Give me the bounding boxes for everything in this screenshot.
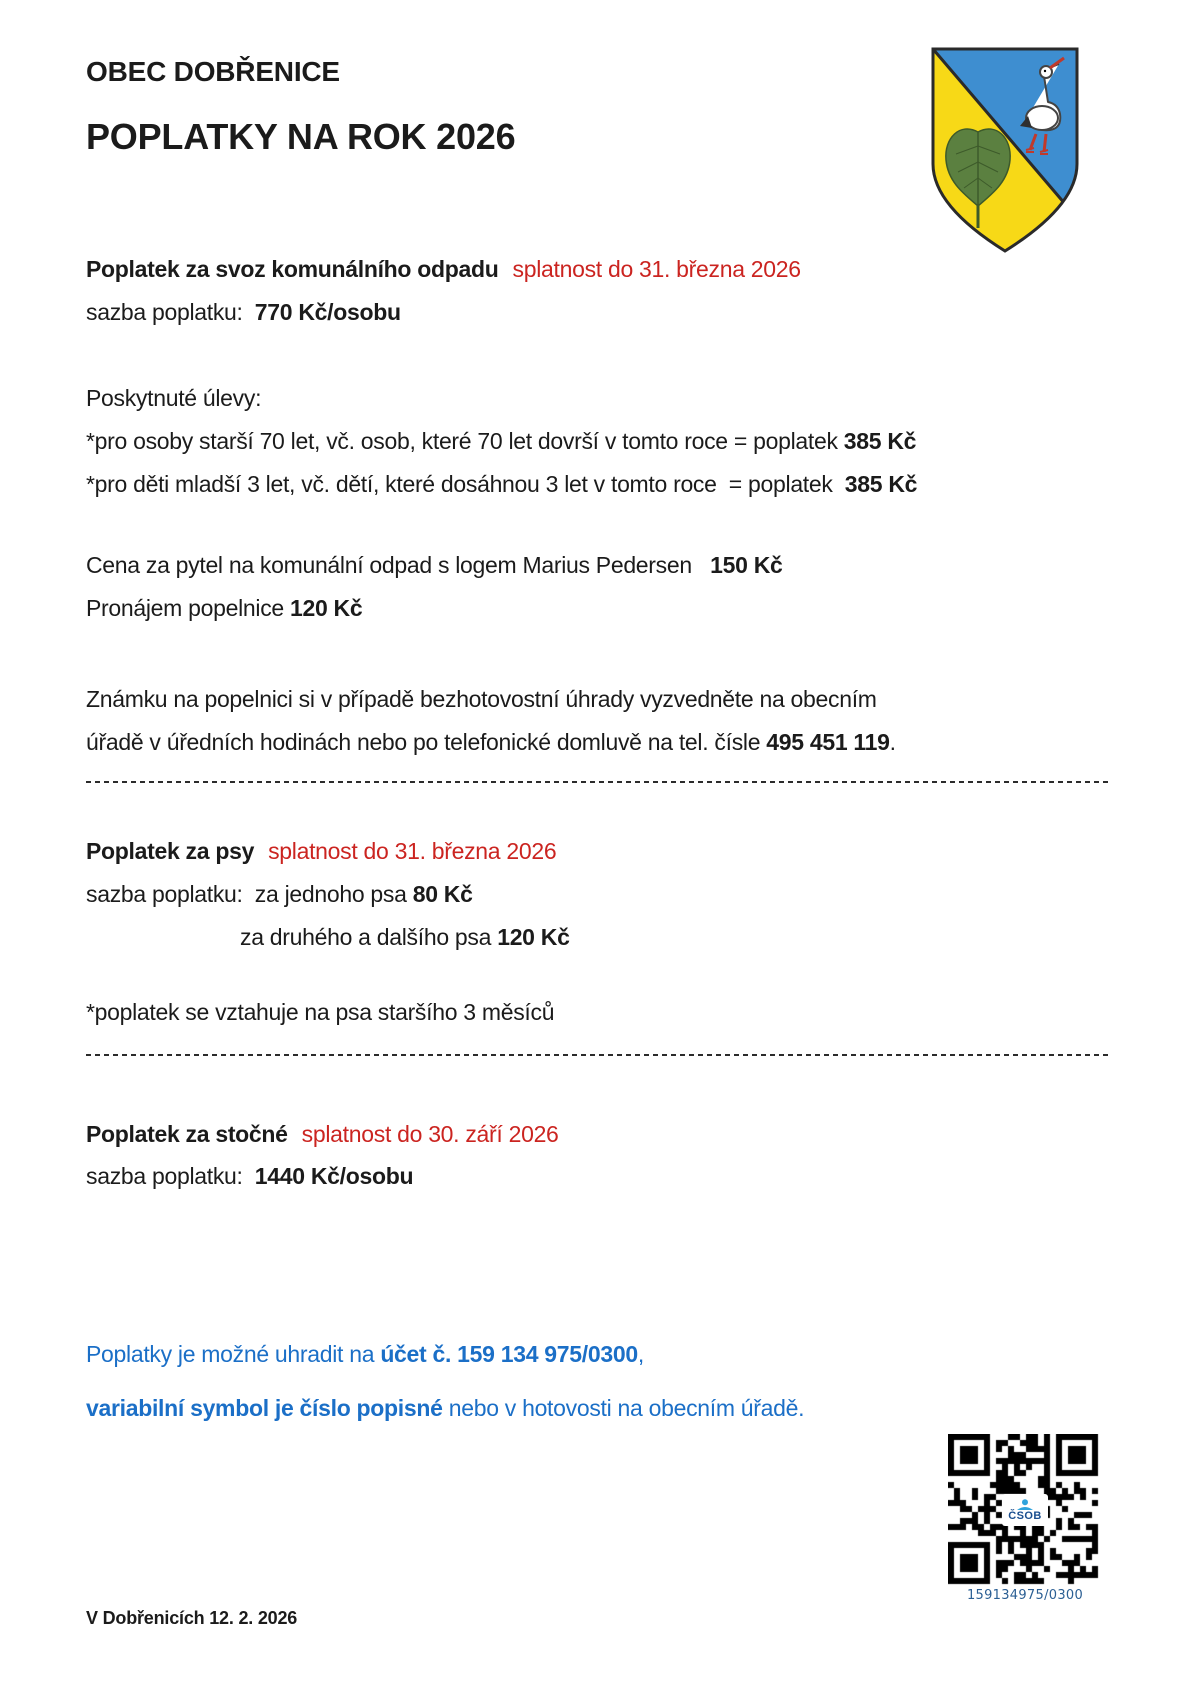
- payment-qr-code: [948, 1434, 1102, 1586]
- csob-logo-text: ČSOB: [1008, 1509, 1042, 1522]
- bag-price-value: 150 Kč: [710, 552, 783, 578]
- discounts-heading: Poskytnuté úlevy:: [86, 385, 262, 411]
- bin-rent-line: [86, 595, 362, 622]
- section-divider-1: [86, 781, 1108, 783]
- section-divider-2: [86, 1054, 1108, 1056]
- waste-rate-value: 770 Kč/osobu: [254, 299, 401, 325]
- sewer-rate-label: sazba poplatku:: [86, 1163, 255, 1189]
- payment-line2: [86, 1395, 804, 1422]
- page-title: POPLATKY NA ROK 2026: [86, 116, 516, 157]
- waste-due-date: splatnost do 31. března 2026: [512, 256, 801, 282]
- bin-rent-value: 120 Kč: [289, 595, 363, 621]
- dogs-rate1-value: 80 Kč: [412, 881, 473, 907]
- dogs-rate1-text: sazba poplatku: za jednoho psa: [86, 881, 413, 907]
- footer-date: V Dobřenicích 12. 2. 2026: [86, 1608, 298, 1628]
- dogs-rate2-line: [240, 924, 570, 951]
- dogs-heading-line: [86, 838, 556, 865]
- sticker-note-period: .: [889, 729, 896, 755]
- waste-rate-label: sazba poplatku:: [86, 299, 255, 325]
- dogs-rate2-text: za druhého a dalšího psa: [240, 924, 498, 950]
- csob-logo: [1002, 1494, 1048, 1526]
- variable-symbol-text: variabilní symbol je číslo popisné: [86, 1395, 443, 1421]
- bag-price-text: Cena za pytel na komunální odpad s logem Marius Pedersen: [86, 552, 711, 578]
- dogs-due-date: splatnost do 31. března 2026: [268, 838, 557, 864]
- payment-line1-text: Poplatky je možné uhradit na: [86, 1341, 381, 1367]
- discount-children-line: [86, 471, 917, 498]
- discount-children-value: 385 Kč: [844, 471, 918, 497]
- sticker-note-line2: [86, 729, 896, 756]
- dogs-rate2-value: 120 Kč: [497, 924, 570, 950]
- bag-price-line: [86, 552, 783, 579]
- discount-seniors-line: [86, 428, 916, 455]
- sewer-due-date: splatnost do 30. září 2026: [301, 1121, 559, 1147]
- discount-seniors-value: 385 Kč: [843, 428, 917, 454]
- sewer-rate-line: [86, 1163, 413, 1190]
- csob-logo-icon: [1015, 1499, 1035, 1511]
- dogs-note: *poplatek se vztahuje na psa staršího 3 měsíců: [86, 999, 555, 1025]
- dogs-heading: Poplatek za psy: [86, 838, 255, 864]
- sewer-heading: Poplatek za stočné: [86, 1121, 288, 1147]
- discount-children-text: *pro děti mladší 3 let, vč. dětí, které dosáhnou 3 let v tomto roce = poplatek: [86, 471, 845, 497]
- sewer-rate-value: 1440 Kč/osobu: [254, 1163, 414, 1189]
- qr-caption: 159134975/0300: [966, 1588, 1084, 1603]
- payment-line1: [86, 1341, 644, 1368]
- discount-seniors-text: *pro osoby starší 70 let, vč. osob, které 70 let dovrší v tomto roce = poplatek: [86, 428, 844, 454]
- waste-heading: Poplatek za svoz komunálního odpadu: [86, 256, 499, 282]
- payment-line1-end: ,: [637, 1341, 644, 1367]
- org-name: OBEC DOBŘENICE: [86, 56, 340, 87]
- sticker-note-line1: Známku na popelnici si v případě bezhotovostní úhrady vyzvedněte na obecním: [86, 686, 877, 712]
- waste-rate-line: [86, 299, 401, 326]
- dogs-rate1-line: [86, 881, 473, 908]
- coat-of-arms-icon: [930, 46, 1080, 254]
- sewer-heading-line: [86, 1121, 559, 1148]
- waste-heading-line: [86, 256, 801, 283]
- bin-rent-text: Pronájem popelnice: [86, 595, 290, 621]
- account-number: účet č. 159 134 975/0300: [380, 1341, 638, 1367]
- payment-line2-rest: nebo v hotovosti na obecním úřadě.: [442, 1395, 805, 1421]
- phone-number: 495 451 119: [766, 729, 890, 755]
- sticker-note-text: úřadě v úředních hodinách nebo po telefonické domluvě na tel. čísle: [86, 729, 767, 755]
